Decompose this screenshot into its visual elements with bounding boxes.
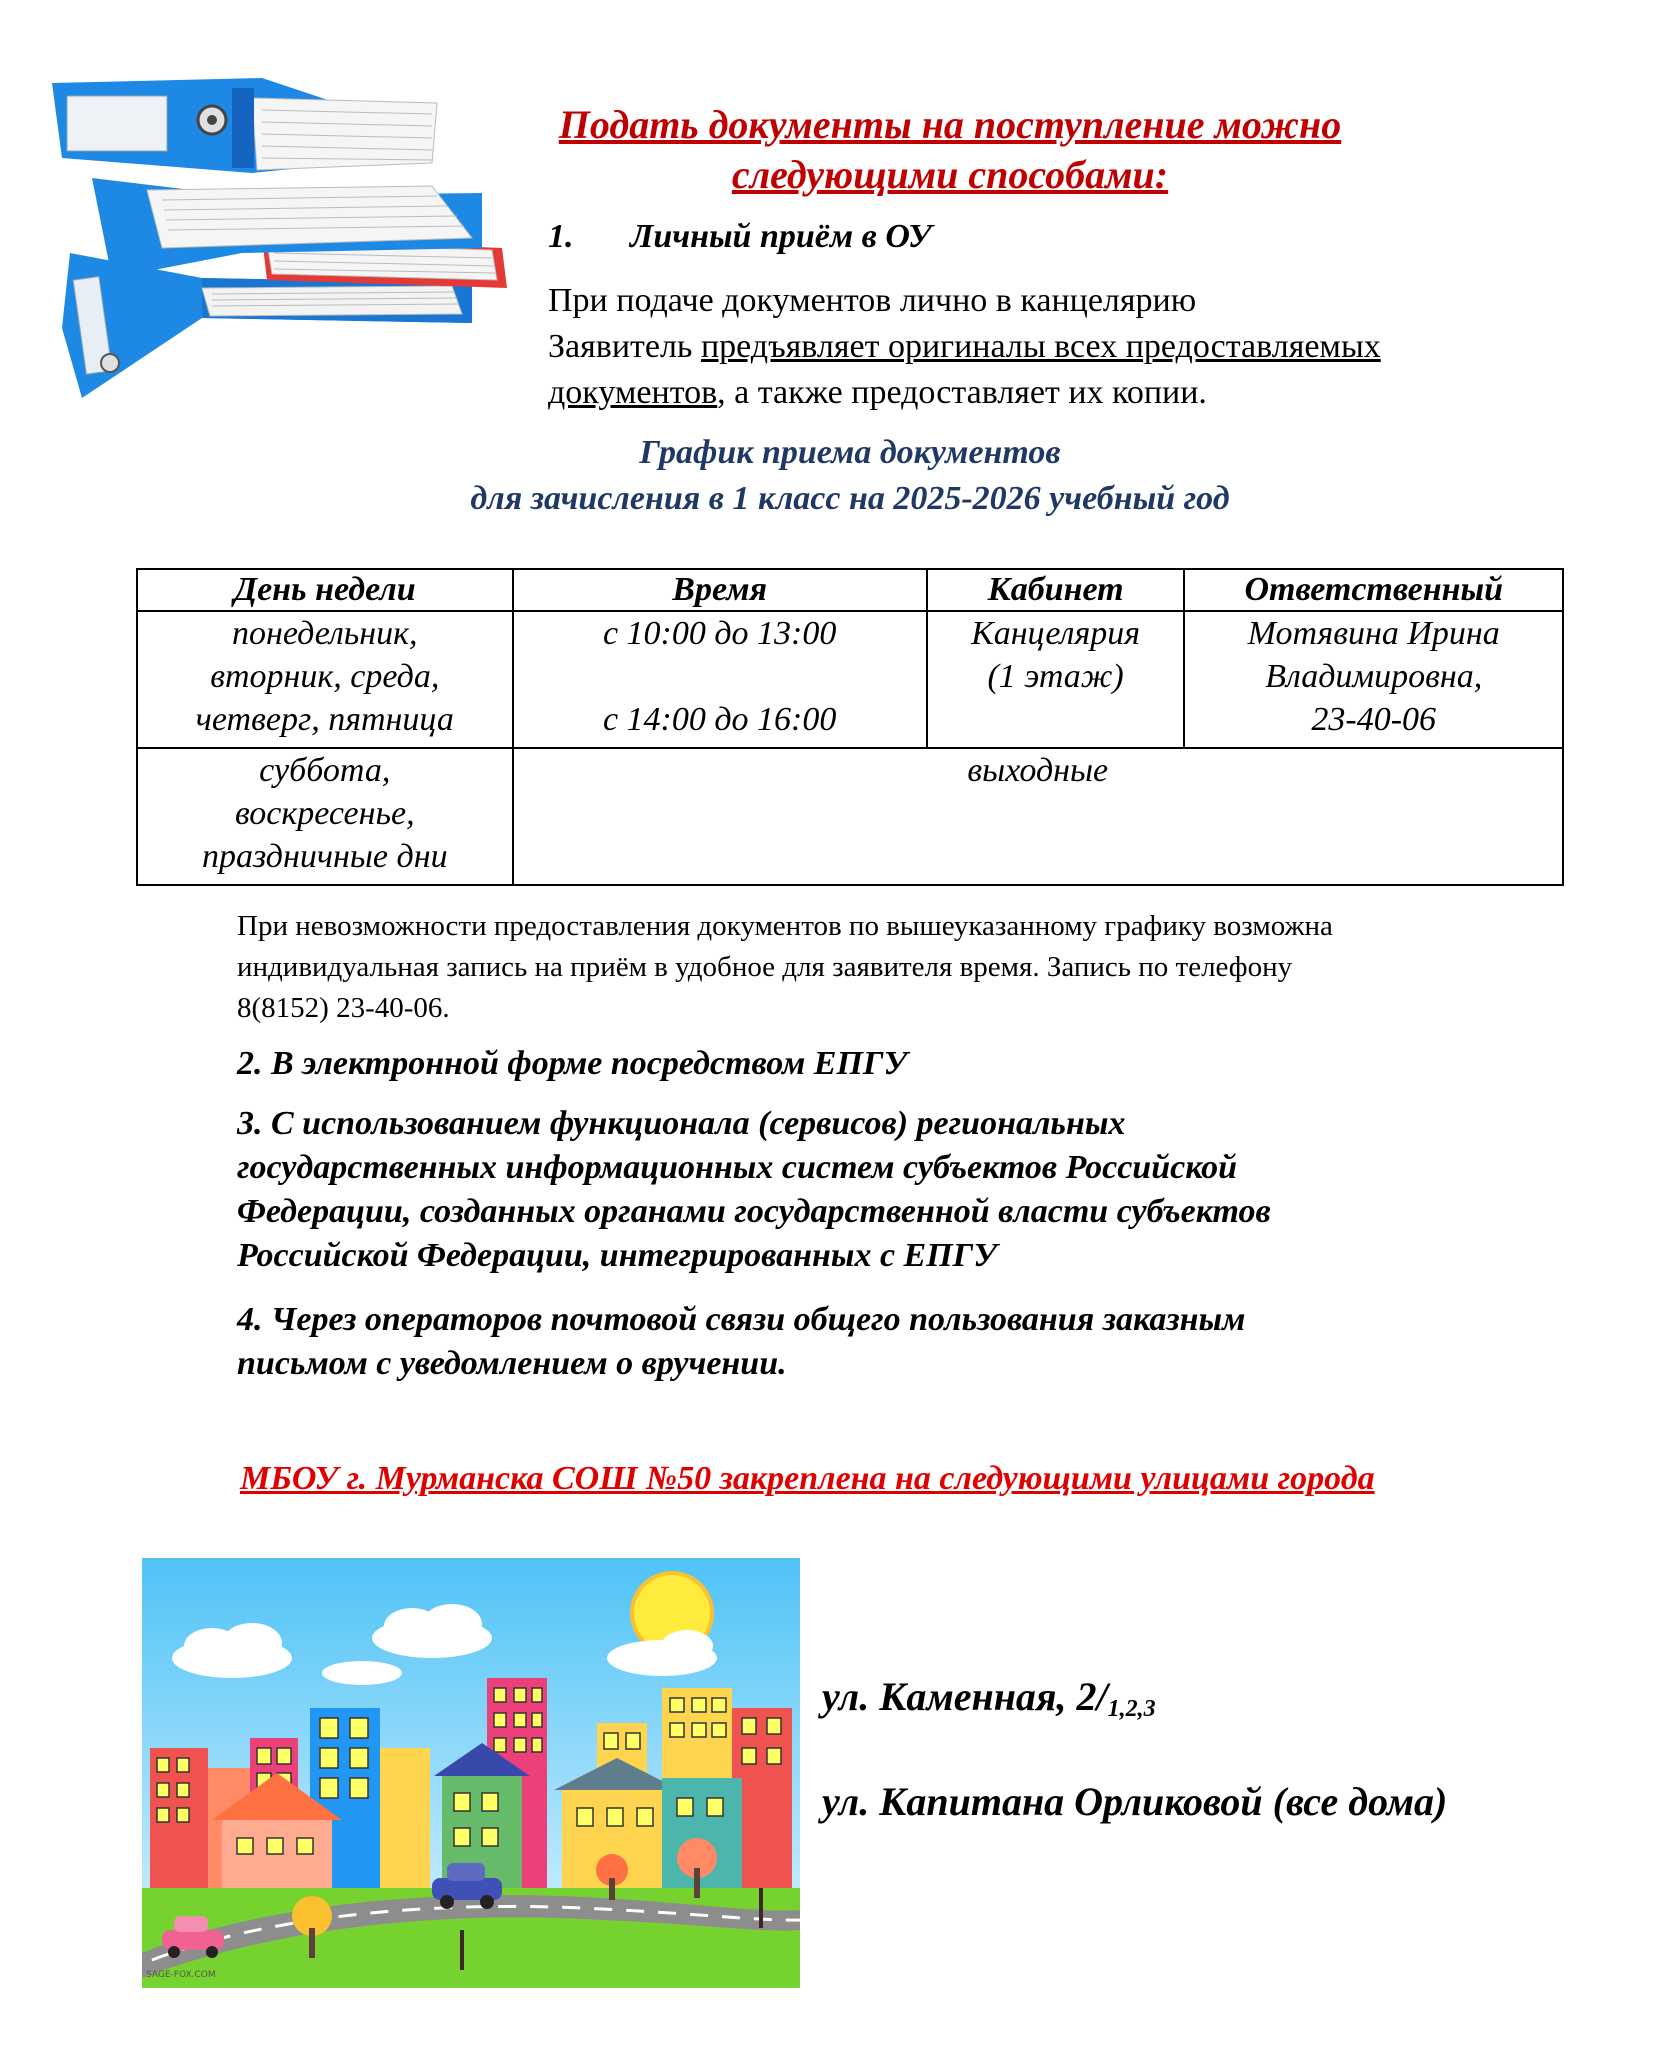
table-cell-days bbox=[137, 611, 513, 748]
day-line: праздничные дни bbox=[201, 838, 448, 875]
method-3-line-2: государственных информационных систем субъектов Российской bbox=[237, 1149, 1238, 1186]
responsible-phone: 23-40-06 bbox=[1311, 701, 1437, 738]
table-row bbox=[137, 611, 1563, 748]
table-header-row bbox=[137, 569, 1563, 611]
street-2: ул. Капитана Орликовой (все дома) bbox=[822, 1779, 1448, 1824]
office-line: (1 этаж) bbox=[987, 658, 1124, 695]
method-3-line-1: 3. С использованием функционала (сервисов) региональных bbox=[237, 1105, 1126, 1142]
illustration-watermark: SAGE-FOX.COM bbox=[146, 1970, 216, 1980]
method-1-line-2-underlined: предъявляет оригиналы всех предоставляемых bbox=[700, 328, 1381, 365]
individual-appointment-note bbox=[237, 906, 1577, 1029]
method-4-line-2: письмом с уведомлением о вручении. bbox=[237, 1345, 787, 1382]
method-2-text: 2. В электронной форме посредством ЕПГУ bbox=[237, 1045, 908, 1082]
method-4-line-1: 4. Через операторов почтовой связи общего пользования заказным bbox=[237, 1301, 1246, 1338]
day-line: понедельник, bbox=[231, 615, 418, 652]
note-line-3: 8(8152) 23-40-06. bbox=[237, 992, 450, 1024]
schedule-table bbox=[136, 568, 1564, 886]
street-1-buildings: 1,2,3 bbox=[1107, 1696, 1156, 1722]
schedule-heading-line-1: График приема документов bbox=[639, 434, 1061, 471]
method-1-line-3 bbox=[548, 370, 1548, 416]
responsible-line: Владимировна, bbox=[1265, 658, 1483, 695]
office-line: Канцелярия bbox=[971, 615, 1141, 652]
school-streets-heading: МБОУ г. Мурманска СОШ №50 закреплена на следующими улицами города bbox=[240, 1460, 1375, 1497]
city-illustration bbox=[142, 1558, 800, 1988]
page-title-line-2: следующими способами: bbox=[731, 152, 1169, 197]
day-line: вторник, среда, bbox=[210, 658, 440, 695]
method-2 bbox=[237, 1042, 907, 1086]
page-title-line-1: Подать документы на поступление можно bbox=[558, 102, 1342, 147]
status-text: выходные bbox=[967, 752, 1109, 789]
table-row bbox=[137, 748, 1563, 885]
day-line: четверг, пятница bbox=[195, 701, 454, 738]
table-cell-days bbox=[137, 748, 513, 885]
table-cell-responsible bbox=[1184, 611, 1563, 748]
street-1 bbox=[822, 1673, 1156, 1723]
method-1-label: Личный приём в ОУ bbox=[630, 218, 932, 255]
folders-illustration bbox=[52, 78, 522, 408]
table-cell-office bbox=[927, 611, 1185, 748]
method-4 bbox=[237, 1298, 1245, 1386]
schedule-heading bbox=[300, 430, 1400, 522]
method-3-line-4: Российской Федерации, интегрированных с ЕПГУ bbox=[237, 1237, 997, 1274]
table-cell-time bbox=[513, 611, 927, 748]
table-header-day: День недели bbox=[137, 569, 513, 611]
method-1-line-3-text: , а также предоставляет их копии. bbox=[717, 374, 1207, 411]
method-1-number: 1. bbox=[548, 218, 574, 255]
time-slot-morning: с 10:00 до 13:00 bbox=[602, 615, 837, 652]
method-3-line-3: Федерации, созданных органами государственной власти субъектов bbox=[237, 1193, 1271, 1230]
note-line-1: При невозможности предоставления документов по вышеуказанному графику возможна bbox=[237, 910, 1333, 942]
method-1-line-3-underlined: документов bbox=[548, 374, 718, 411]
note-line-2: индивидуальная запись на приём в удобное для заявителя время. Запись по телефону bbox=[237, 951, 1293, 983]
method-1-title bbox=[548, 218, 932, 256]
schedule-heading-line-2: для зачисления в 1 класс на 2025-2026 учебный год bbox=[470, 480, 1230, 517]
method-1-description bbox=[548, 278, 1548, 416]
day-line: воскресенье, bbox=[234, 795, 415, 832]
day-line: суббота, bbox=[259, 752, 391, 789]
method-1-line-1: При подаче документов лично в канцелярию bbox=[548, 282, 1197, 319]
table-header-office: Кабинет bbox=[927, 569, 1185, 611]
table-header-responsible: Ответственный bbox=[1184, 569, 1563, 611]
time-slot-afternoon: с 14:00 до 16:00 bbox=[602, 701, 837, 738]
street-1-name: ул. Каменная, 2/ bbox=[822, 1674, 1108, 1719]
table-cell-status bbox=[513, 748, 1563, 885]
table-header-time: Время bbox=[513, 569, 927, 611]
method-3 bbox=[237, 1102, 1271, 1278]
method-1-line-2 bbox=[548, 324, 1548, 370]
responsible-line: Мотявина Ирина bbox=[1247, 615, 1500, 652]
method-1-line-2-text: Заявитель bbox=[548, 328, 701, 365]
page-title bbox=[540, 100, 1360, 200]
